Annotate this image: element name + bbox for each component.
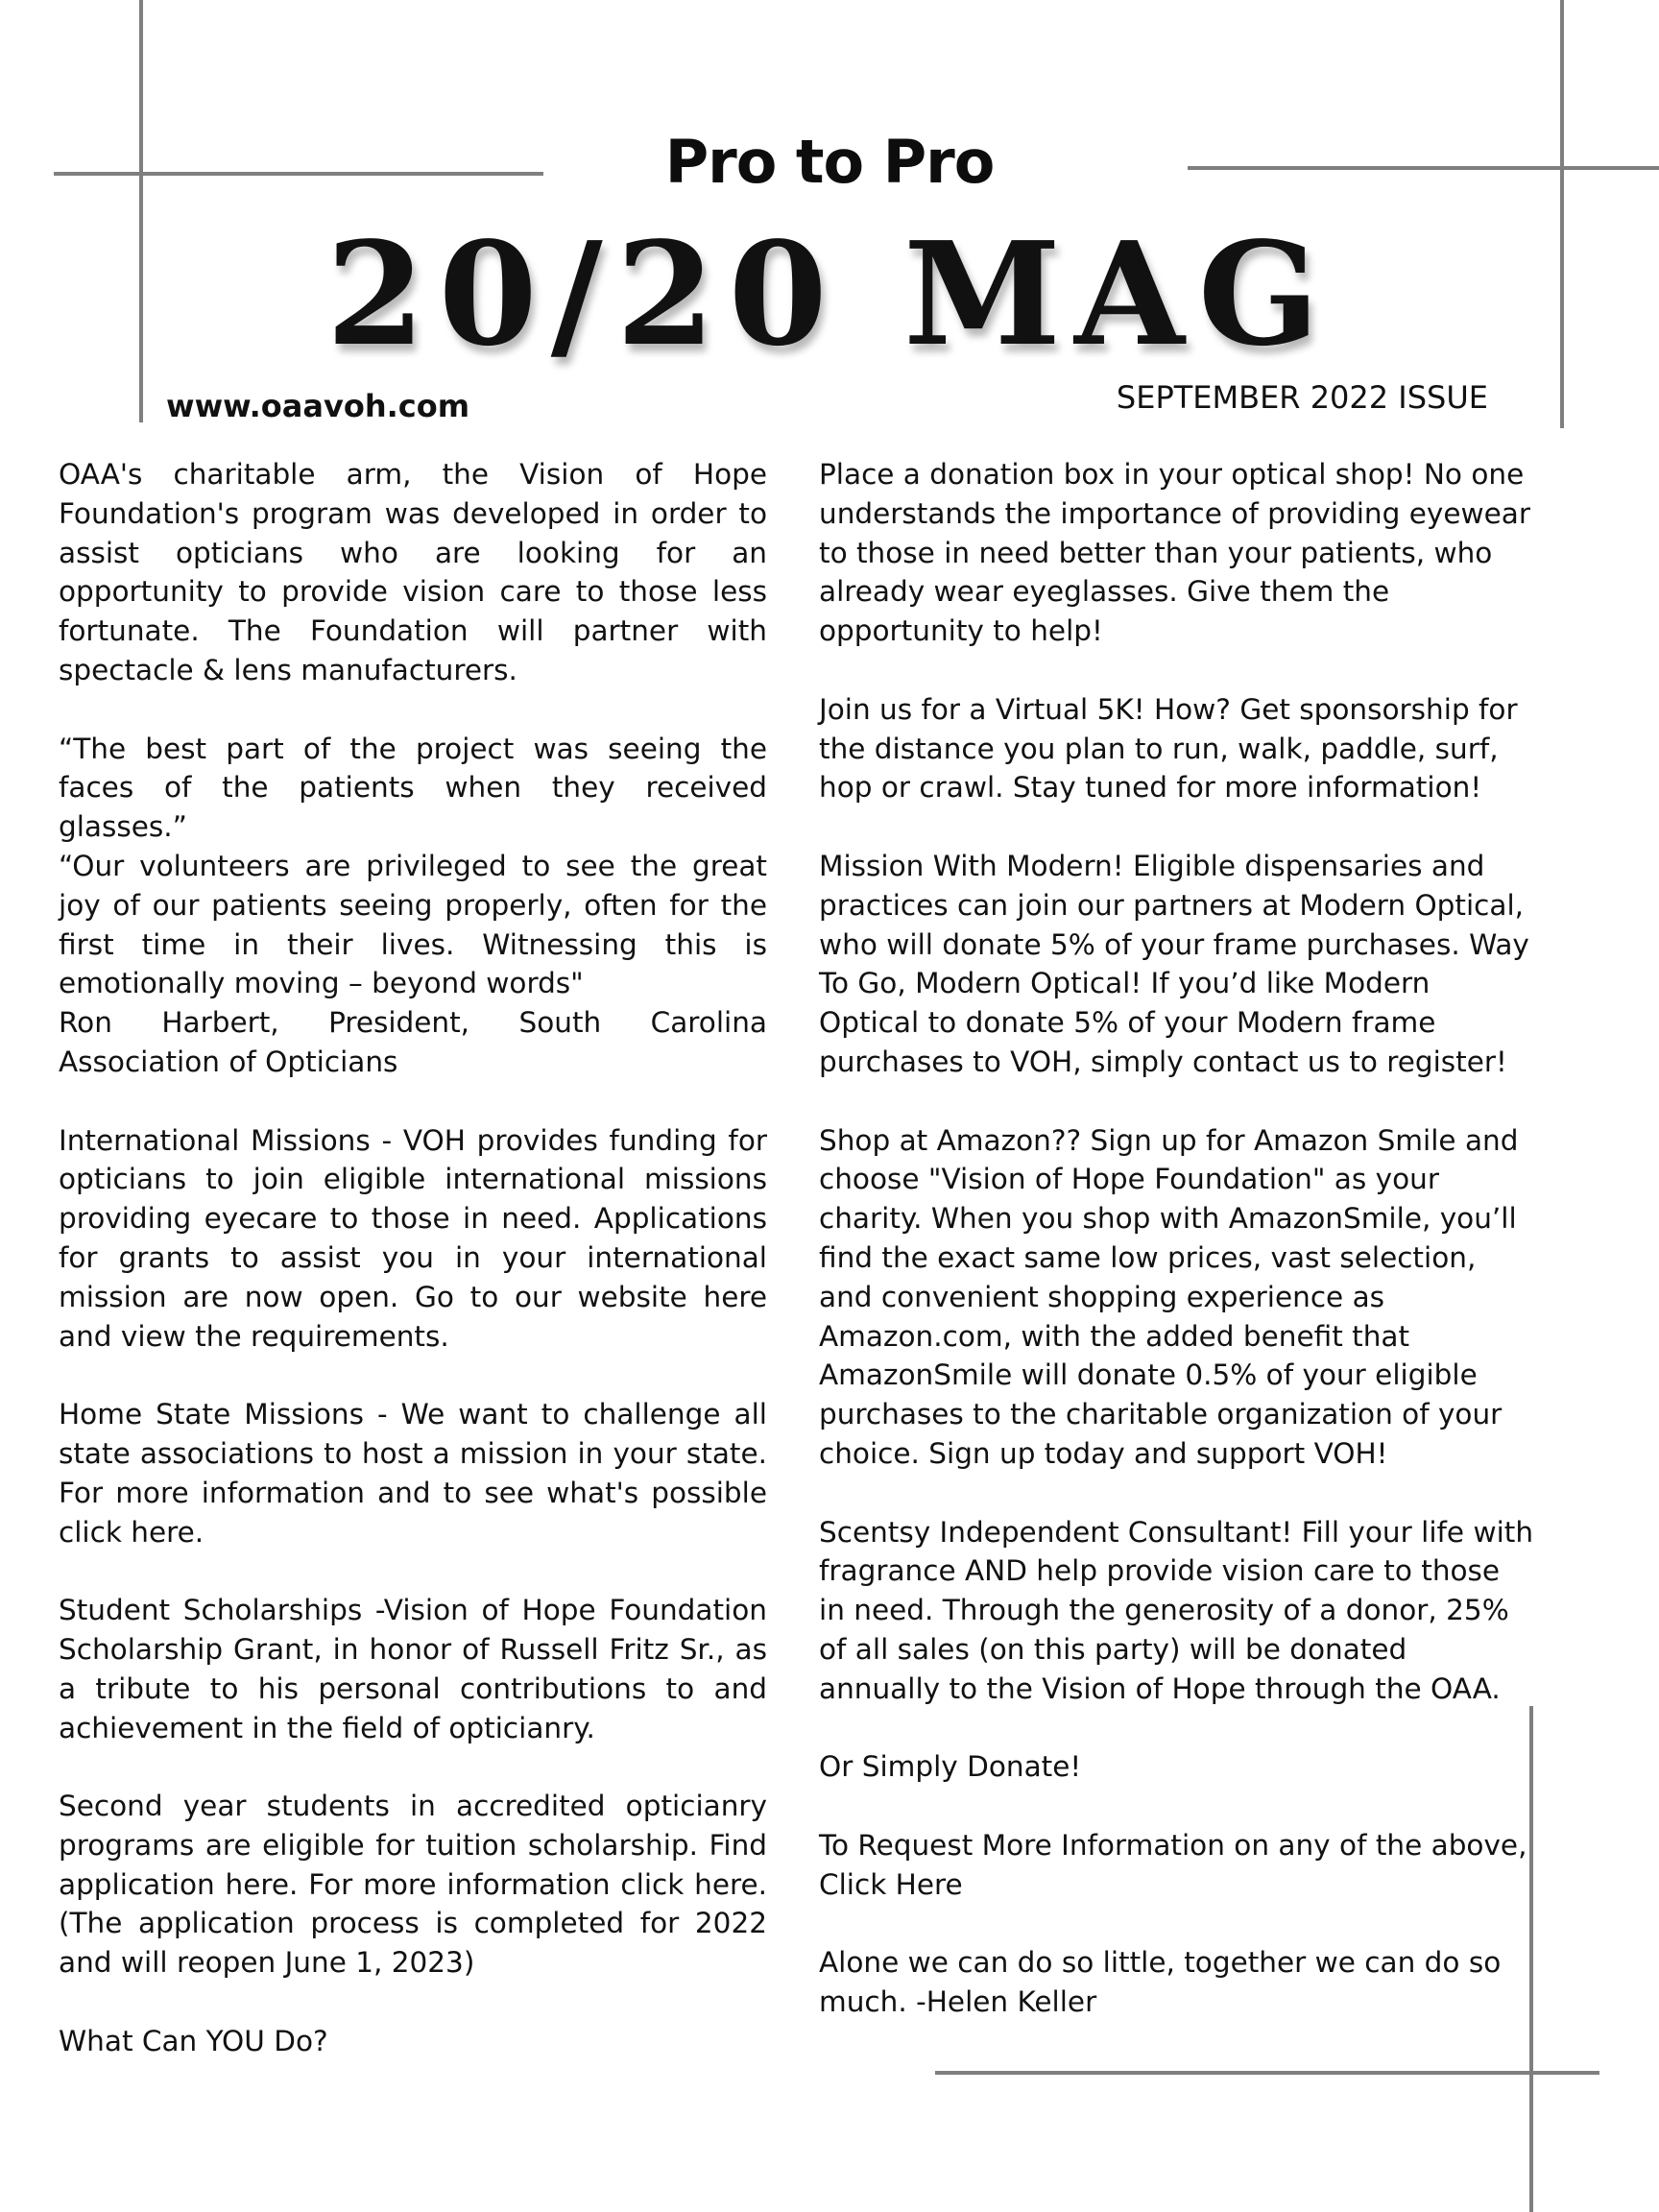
testimonial-quote-2: “Our volunteers are privileged to see the great joy of our patients seeing properly, often for the first time in their lives. Witnessing this is emotionally moving – beyond words" [59, 849, 767, 1000]
website-url: www.oaavoh.com [166, 388, 470, 424]
request-info-paragraph: To Request More Information on any of the above, Click Here [819, 1828, 1527, 1901]
home-state-missions-paragraph: Home State Missions - We want to challenge all state associations to host a mission in your state. For more information and to see what's possible click here. [59, 1398, 767, 1549]
what-can-you-do-heading: What Can YOU Do? [59, 2024, 328, 2057]
second-year-students-paragraph: Second year students in accredited opticianry programs are eligible for tuition scholarship. Find application here. For more information click here. (The application process is completed for 2022 and will reopen June 1, 2023) [59, 1790, 767, 1980]
masthead-title: 20/20 MAG [325, 210, 1334, 377]
virtual-5k-paragraph: Join us for a Virtual 5K! How? Get sponsorship for the distance you plan to run, walk, paddle, surf, hop or crawl. Stay tuned for more information! [819, 692, 1518, 805]
helen-keller-quote: Alone we can do so little, together we can do so much. -Helen Keller [819, 1946, 1502, 2019]
student-scholarships-paragraph: Student Scholarships -Vision of Hope Foundation Scholarship Grant, in honor of Russell Fritz Sr., as a tribute to his personal contributions to and achievement in the field of opticianry. [59, 1594, 767, 1744]
right-column [819, 455, 1534, 2061]
scentsy-paragraph: Scentsy Independent Consultant! Fill your life with fragrance AND help provide vision care to those in need. Through the generosity of a donor, 25% of all sales (on this party) will be donated annually to the Vision of Hope through the OAA. [819, 1515, 1534, 1705]
issue-date: SEPTEMBER 2022 ISSUE [1116, 379, 1488, 416]
intro-paragraph: OAA's charitable arm, the Vision of Hope Foundation's program was developed in order to assist opticians who are looking for an opportunity to provide vision care to those less fortunate. The Foundation will partner with spectacle & lens manufacturers. [59, 458, 767, 686]
kicker-heading: Pro to Pro [664, 127, 995, 197]
amazon-smile-paragraph: Shop at Amazon?? Sign up for Amazon Smile and choose "Vision of Hope Foundation" as your charity. When you shop with AmazonSmile, you’ll find the exact same low prices, vast selection, and convenient shopping experience as Amazon.com, with the added benefit that AmazonSmile will donate 0.5% of your eligible purchases to the charitable organization of your choice. Sign up today and support VOH! [819, 1123, 1519, 1470]
left-column [59, 455, 767, 2100]
mission-with-modern-paragraph: Mission With Modern! Eligible dispensaries and practices can join our partners at Modern Optical, who will donate 5% of your frame purchases. Way To Go, Modern Optical! If you’d like Modern Optical to donate 5% of your Modern frame purchases to VOH, simply contact us to register! [819, 849, 1529, 1078]
frame-rule-bottom-right-horizontal [935, 2071, 1599, 2075]
international-missions-paragraph: International Missions - VOH provides funding for opticians to join eligible international missions providing eyecare to those in need. Applications for grants to assist you in your international mission are now open. Go to our website here and view the requirements. [59, 1123, 767, 1353]
testimonial-attribution: Ron Harbert, President, South Carolina Association of Opticians [59, 1006, 767, 1078]
testimonial-quote-1: “The best part of the project was seeing the faces of the patients when they received glasses.” [59, 732, 767, 844]
donation-box-paragraph: Place a donation box in your optical shop! No one understands the importance of providing eyewear to those in need better than your patients, who already wear eyeglasses. Give them the opportunity to help! [819, 458, 1530, 648]
testimonial-block [59, 730, 767, 1082]
simply-donate-line: Or Simply Donate! [819, 1750, 1082, 1784]
